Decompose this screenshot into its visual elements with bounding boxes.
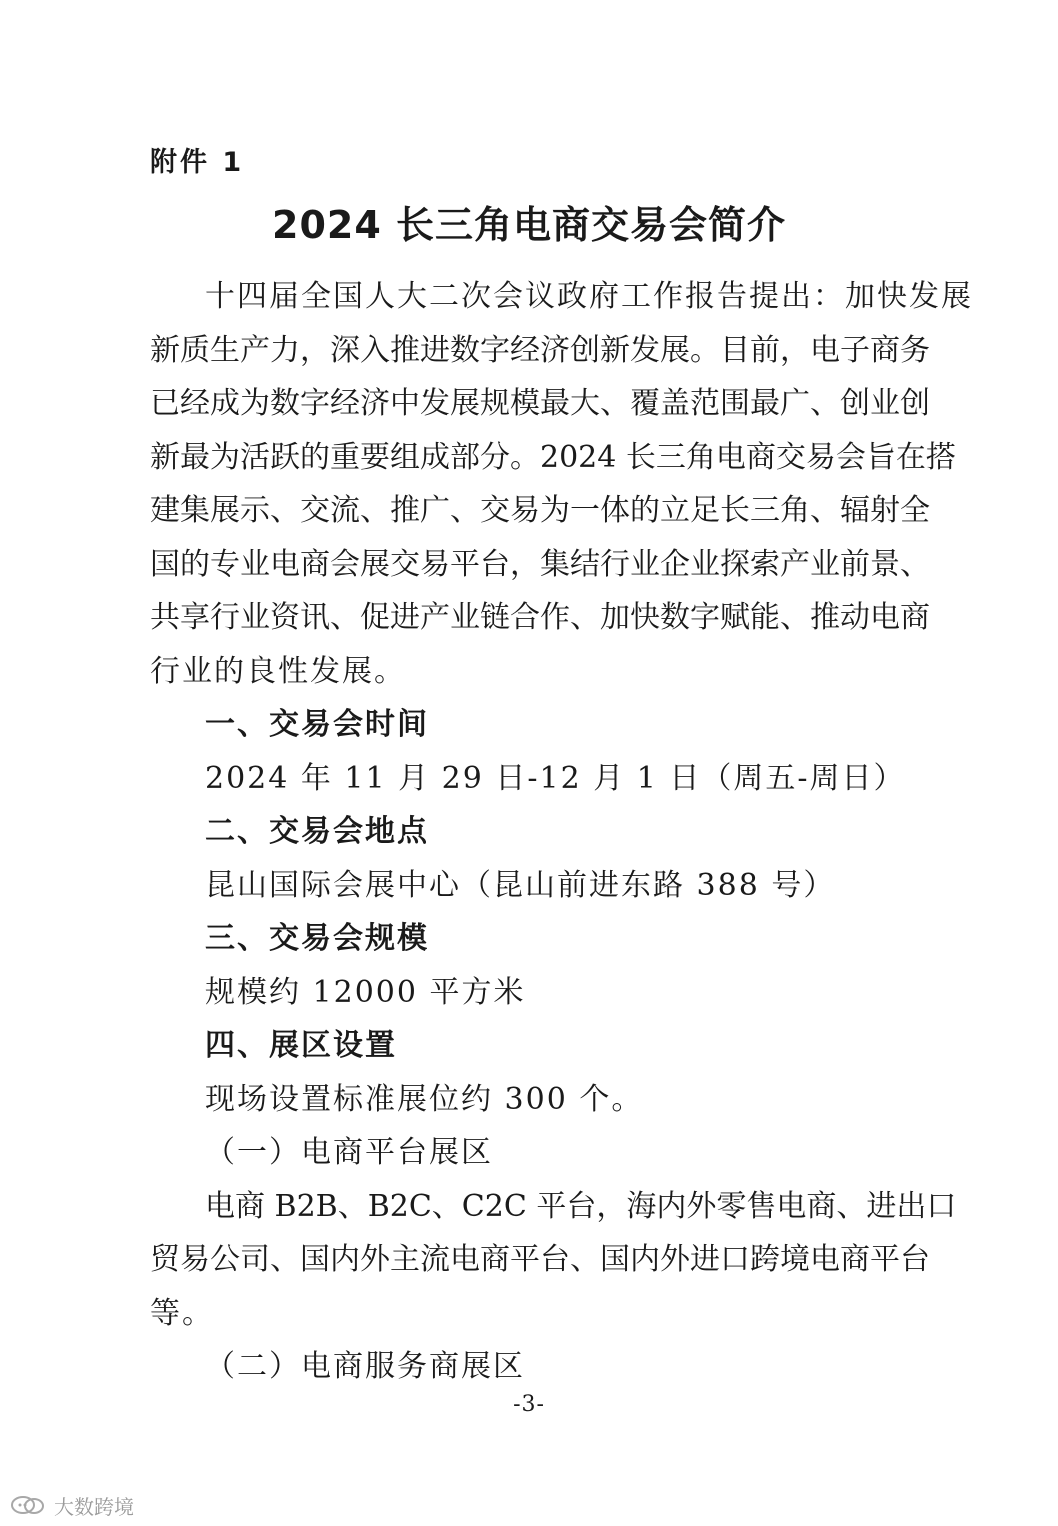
watermark [10, 1490, 134, 1520]
section-heading-time: 一、交易会时间 [205, 707, 429, 742]
subsection-heading-zone1: （一）电商平台展区 [205, 1135, 493, 1170]
document-title: 2024 长三角电商交易会简介 [272, 203, 786, 247]
paragraph-line: 贸易公司、国内外主流电商平台、国内外进口跨境电商平台 [150, 1242, 930, 1277]
section-heading-zones: 四、展区设置 [205, 1028, 397, 1063]
section-heading-location: 二、交易会地点 [205, 814, 429, 849]
paragraph-line: 国的专业电商会展交易平台，集结行业企业探索产业前景、 [150, 547, 930, 582]
section-heading-scale: 三、交易会规模 [205, 921, 429, 956]
paragraph-line: 建集展示、交流、推广、交易为一体的立足长三角、辐射全 [150, 493, 930, 528]
watermark-text: 大数跨境 [54, 1494, 134, 1519]
subsection-heading-zone2: （二）电商服务商展区 [205, 1349, 525, 1384]
paragraph-line: 新质生产力，深入推进数字经济创新发展。目前，电子商务 [150, 333, 930, 368]
paragraph-line: 电商 B2B、B2C、C2C 平台，海内外零售电商、进出口 [205, 1189, 957, 1224]
paragraph-line: 已经成为数字经济中发展规模最大、覆盖范围最广、创业创 [150, 386, 930, 421]
paragraph-line: 十四届全国人大二次会议政府工作报告提出：加快发展 [205, 279, 973, 314]
section-value-zones: 现场设置标准展位约 300 个。 [205, 1082, 644, 1117]
paragraph-line: 行业的良性发展。 [150, 654, 406, 689]
page-number: -3- [513, 1392, 545, 1417]
chat-bubble-logo-icon [10, 1494, 46, 1516]
attachment-label: 附件 1 [150, 147, 245, 178]
section-value-location: 昆山国际会展中心（昆山前进东路 388 号） [205, 868, 836, 903]
section-value-time: 2024 年 11 月 29 日-12 月 1 日（周五-周日） [205, 761, 906, 796]
paragraph-line: 共享行业资讯、促进产业链合作、加快数字赋能、推动电商 [150, 600, 930, 635]
section-value-scale: 规模约 12000 平方米 [205, 975, 526, 1010]
paragraph-line: 新最为活跃的重要组成部分。2024 长三角电商交易会旨在搭 [150, 440, 956, 475]
paragraph-line: 等。 [150, 1296, 214, 1331]
